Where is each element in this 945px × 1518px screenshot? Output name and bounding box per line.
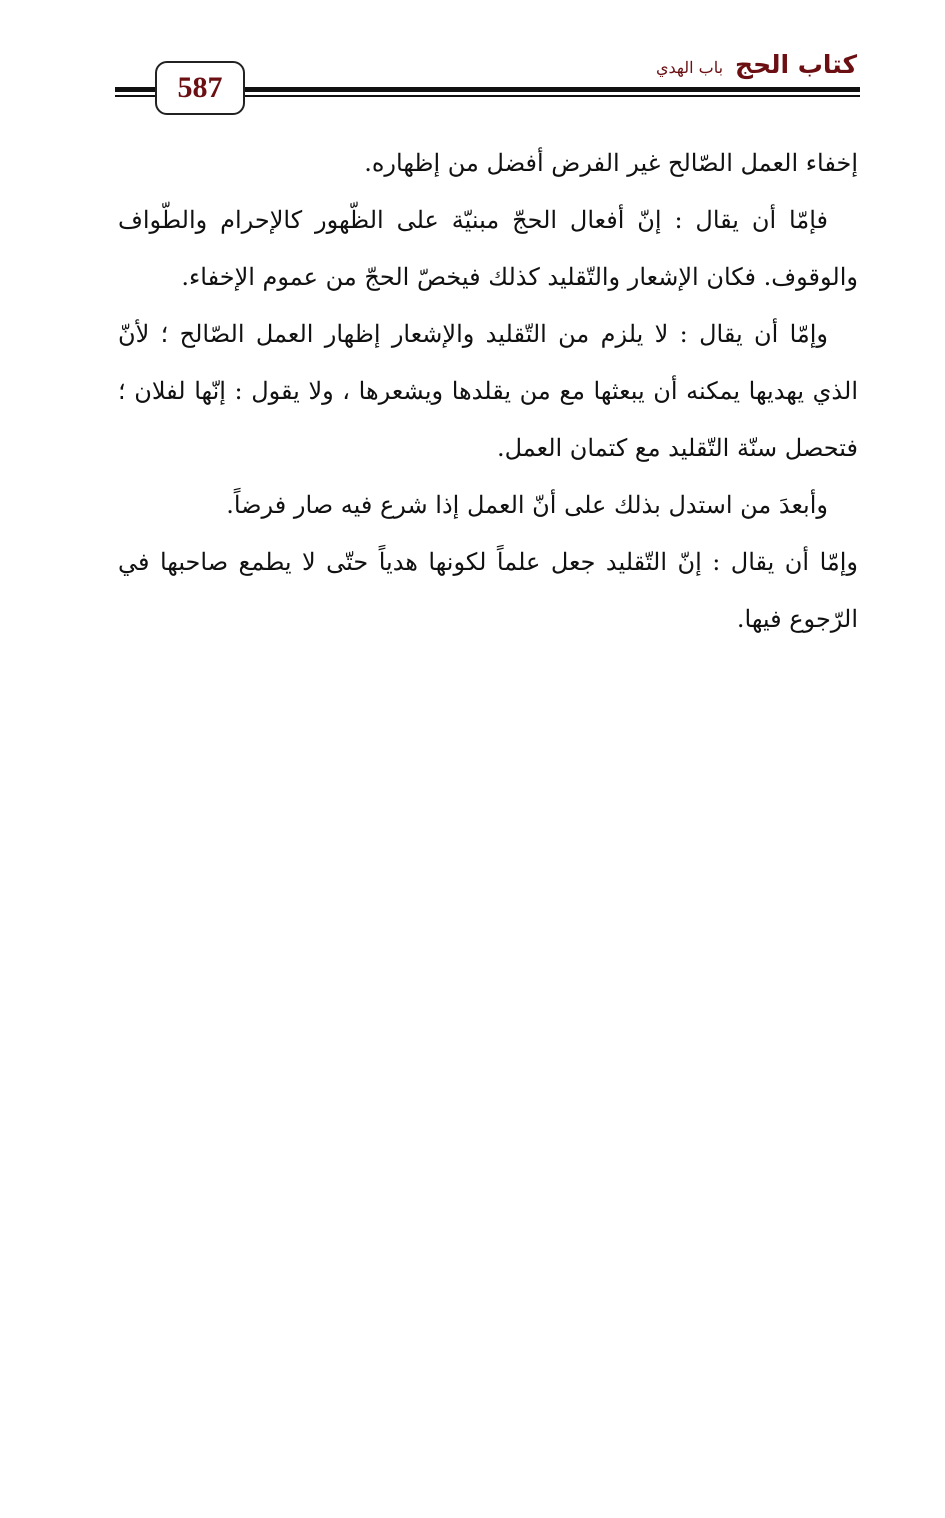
page-number: 587 bbox=[177, 71, 223, 104]
chapter-title: باب الهدي bbox=[655, 58, 724, 77]
book-title: كتاب الحج bbox=[735, 50, 857, 79]
page-number-box bbox=[155, 61, 245, 115]
paragraph: إخفاء العمل الصّالح غير الفرض أفضل من إظهاره. bbox=[364, 149, 858, 177]
running-head bbox=[656, 50, 857, 79]
paragraph: وأبعدَ من استدل بذلك على أنّ العمل إذا شرع فيه صار فرضاً. bbox=[226, 491, 828, 519]
page-header bbox=[0, 0, 945, 130]
paragraph: فإمّا أن يقال : إنّ أفعال الحجّ مبنيّة على الظّهور كالإحرام والطّواف والوقوف. فكان الإشعار والتّقليد كذلك فيخصّ الحجّ من عموم الإخفاء. bbox=[118, 206, 858, 291]
paragraph: وإمّا أن يقال : إنّ التّقليد جعل علماً لكونها هدياً حتّى لا يطمع صاحبها في الرّجوع فيها. bbox=[118, 548, 858, 633]
body-text bbox=[118, 135, 858, 648]
paragraph: وإمّا أن يقال : لا يلزم من التّقليد والإشعار إظهار العمل الصّالح ؛ لأنّ الذي يهديها يمكنه أن يبعثها مع من يقلدها ويشعرها ، ولا يقول : إنّها لفلان ؛ فتحصل سنّة التّقليد مع كتمان العمل. bbox=[118, 320, 858, 462]
